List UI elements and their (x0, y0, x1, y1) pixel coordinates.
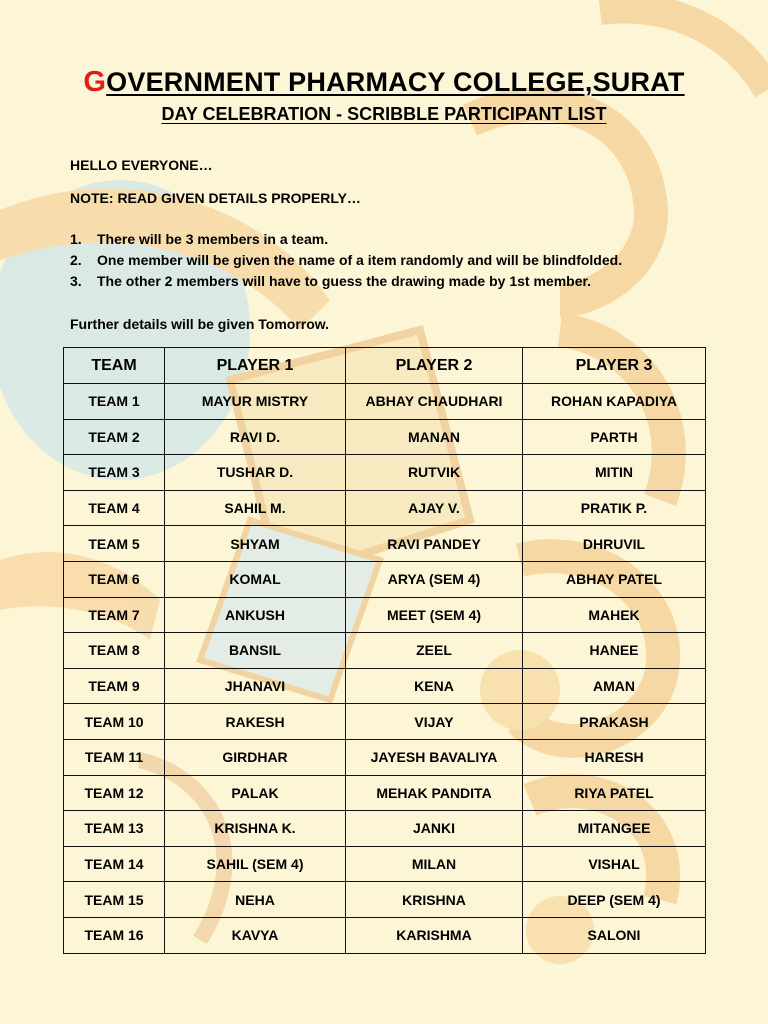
player-2-cell: RUTVIK (346, 455, 523, 491)
player-1-cell: JHANAVI (165, 668, 346, 704)
team-cell: TEAM 6 (64, 561, 165, 597)
team-cell: TEAM 12 (64, 775, 165, 811)
player-1-cell: KOMAL (165, 561, 346, 597)
greeting-text: HELLO EVERYONE… (70, 157, 213, 173)
table-row (64, 704, 706, 740)
team-cell: TEAM 4 (64, 490, 165, 526)
player-1-cell: NEHA (165, 882, 346, 918)
table-row (64, 633, 706, 669)
team-cell: TEAM 15 (64, 882, 165, 918)
team-cell: TEAM 16 (64, 917, 165, 953)
rule-item: 1. There will be 3 members in a team. (70, 231, 329, 247)
title-initial: G (83, 66, 107, 98)
player-3-cell: RIYA PATEL (523, 775, 706, 811)
table-header-row (64, 348, 706, 384)
player-3-cell: HARESH (523, 739, 706, 775)
player-2-cell: ARYA (SEM 4) (346, 561, 523, 597)
table-row (64, 526, 706, 562)
player-2-cell: MANAN (346, 419, 523, 455)
team-cell: TEAM 5 (64, 526, 165, 562)
further-details-text: Further details will be given Tomorrow. (70, 316, 330, 332)
player-2-cell: MEHAK PANDITA (346, 775, 523, 811)
participant-table (63, 347, 706, 954)
title-rest: OVERNMENT PHARMACY COLLEGE,SURAT (106, 67, 685, 97)
player-1-cell: SAHIL M. (165, 490, 346, 526)
player-1-cell: KRISHNA K. (165, 811, 346, 847)
player-3-cell: MITANGEE (523, 811, 706, 847)
player-2-cell: KENA (346, 668, 523, 704)
player-2-cell: RAVI PANDEY (346, 526, 523, 562)
player-2-cell: VIJAY (346, 704, 523, 740)
player-3-cell: SALONI (523, 917, 706, 953)
player-3-cell: DEEP (SEM 4) (523, 882, 706, 918)
player-2-cell: MILAN (346, 846, 523, 882)
team-cell: TEAM 14 (64, 846, 165, 882)
table-row (64, 419, 706, 455)
table-row (64, 811, 706, 847)
player-3-cell: MAHEK (523, 597, 706, 633)
table-row (64, 455, 706, 491)
table-row (64, 384, 706, 420)
player-3-cell: ABHAY PATEL (523, 561, 706, 597)
player-1-cell: GIRDHAR (165, 739, 346, 775)
player-2-cell: KARISHMA (346, 917, 523, 953)
team-cell: TEAM 9 (64, 668, 165, 704)
rule-item: 3. The other 2 members will have to guess the drawing made by 1st member. (70, 273, 592, 289)
header-team: TEAM (64, 348, 165, 384)
player-2-cell: MEET (SEM 4) (346, 597, 523, 633)
team-cell: TEAM 1 (64, 384, 165, 420)
team-cell: TEAM 2 (64, 419, 165, 455)
player-3-cell: VISHAL (523, 846, 706, 882)
player-2-cell: JANKI (346, 811, 523, 847)
header-player-2: PLAYER 2 (346, 348, 523, 384)
note-text: NOTE: READ GIVEN DETAILS PROPERLY… (70, 190, 361, 206)
table-row (64, 490, 706, 526)
table-row (64, 739, 706, 775)
player-1-cell: SHYAM (165, 526, 346, 562)
player-3-cell: MITIN (523, 455, 706, 491)
player-3-cell: PRAKASH (523, 704, 706, 740)
player-1-cell: RAKESH (165, 704, 346, 740)
player-3-cell: ROHAN KAPADIYA (523, 384, 706, 420)
table-body (64, 384, 706, 954)
player-3-cell: PRATIK P. (523, 490, 706, 526)
table-row (64, 668, 706, 704)
player-2-cell: JAYESH BAVALIYA (346, 739, 523, 775)
player-1-cell: SAHIL (SEM 4) (165, 846, 346, 882)
team-cell: TEAM 8 (64, 633, 165, 669)
player-3-cell: HANEE (523, 633, 706, 669)
table-row (64, 882, 706, 918)
header-player-1: PLAYER 1 (165, 348, 346, 384)
table-row (64, 597, 706, 633)
team-cell: TEAM 3 (64, 455, 165, 491)
player-2-cell: ZEEL (346, 633, 523, 669)
player-3-cell: DHRUVIL (523, 526, 706, 562)
team-cell: TEAM 11 (64, 739, 165, 775)
team-cell: TEAM 7 (64, 597, 165, 633)
table-row (64, 775, 706, 811)
page-title (0, 66, 768, 99)
player-1-cell: RAVI D. (165, 419, 346, 455)
player-1-cell: BANSIL (165, 633, 346, 669)
team-cell: TEAM 10 (64, 704, 165, 740)
table-row (64, 917, 706, 953)
player-3-cell: PARTH (523, 419, 706, 455)
rule-item: 2. One member will be given the name of a item randomly and will be blindfolded. (70, 252, 623, 268)
player-2-cell: AJAY V. (346, 490, 523, 526)
player-1-cell: PALAK (165, 775, 346, 811)
player-1-cell: MAYUR MISTRY (165, 384, 346, 420)
player-1-cell: TUSHAR D. (165, 455, 346, 491)
player-2-cell: ABHAY CHAUDHARI (346, 384, 523, 420)
team-cell: TEAM 13 (64, 811, 165, 847)
player-1-cell: KAVYA (165, 917, 346, 953)
player-1-cell: ANKUSH (165, 597, 346, 633)
player-3-cell: AMAN (523, 668, 706, 704)
player-2-cell: KRISHNA (346, 882, 523, 918)
table-row (64, 846, 706, 882)
header-player-3: PLAYER 3 (523, 348, 706, 384)
table-row (64, 561, 706, 597)
page-subtitle: DAY CELEBRATION - SCRIBBLE PARTICIPANT LIST (161, 104, 607, 124)
